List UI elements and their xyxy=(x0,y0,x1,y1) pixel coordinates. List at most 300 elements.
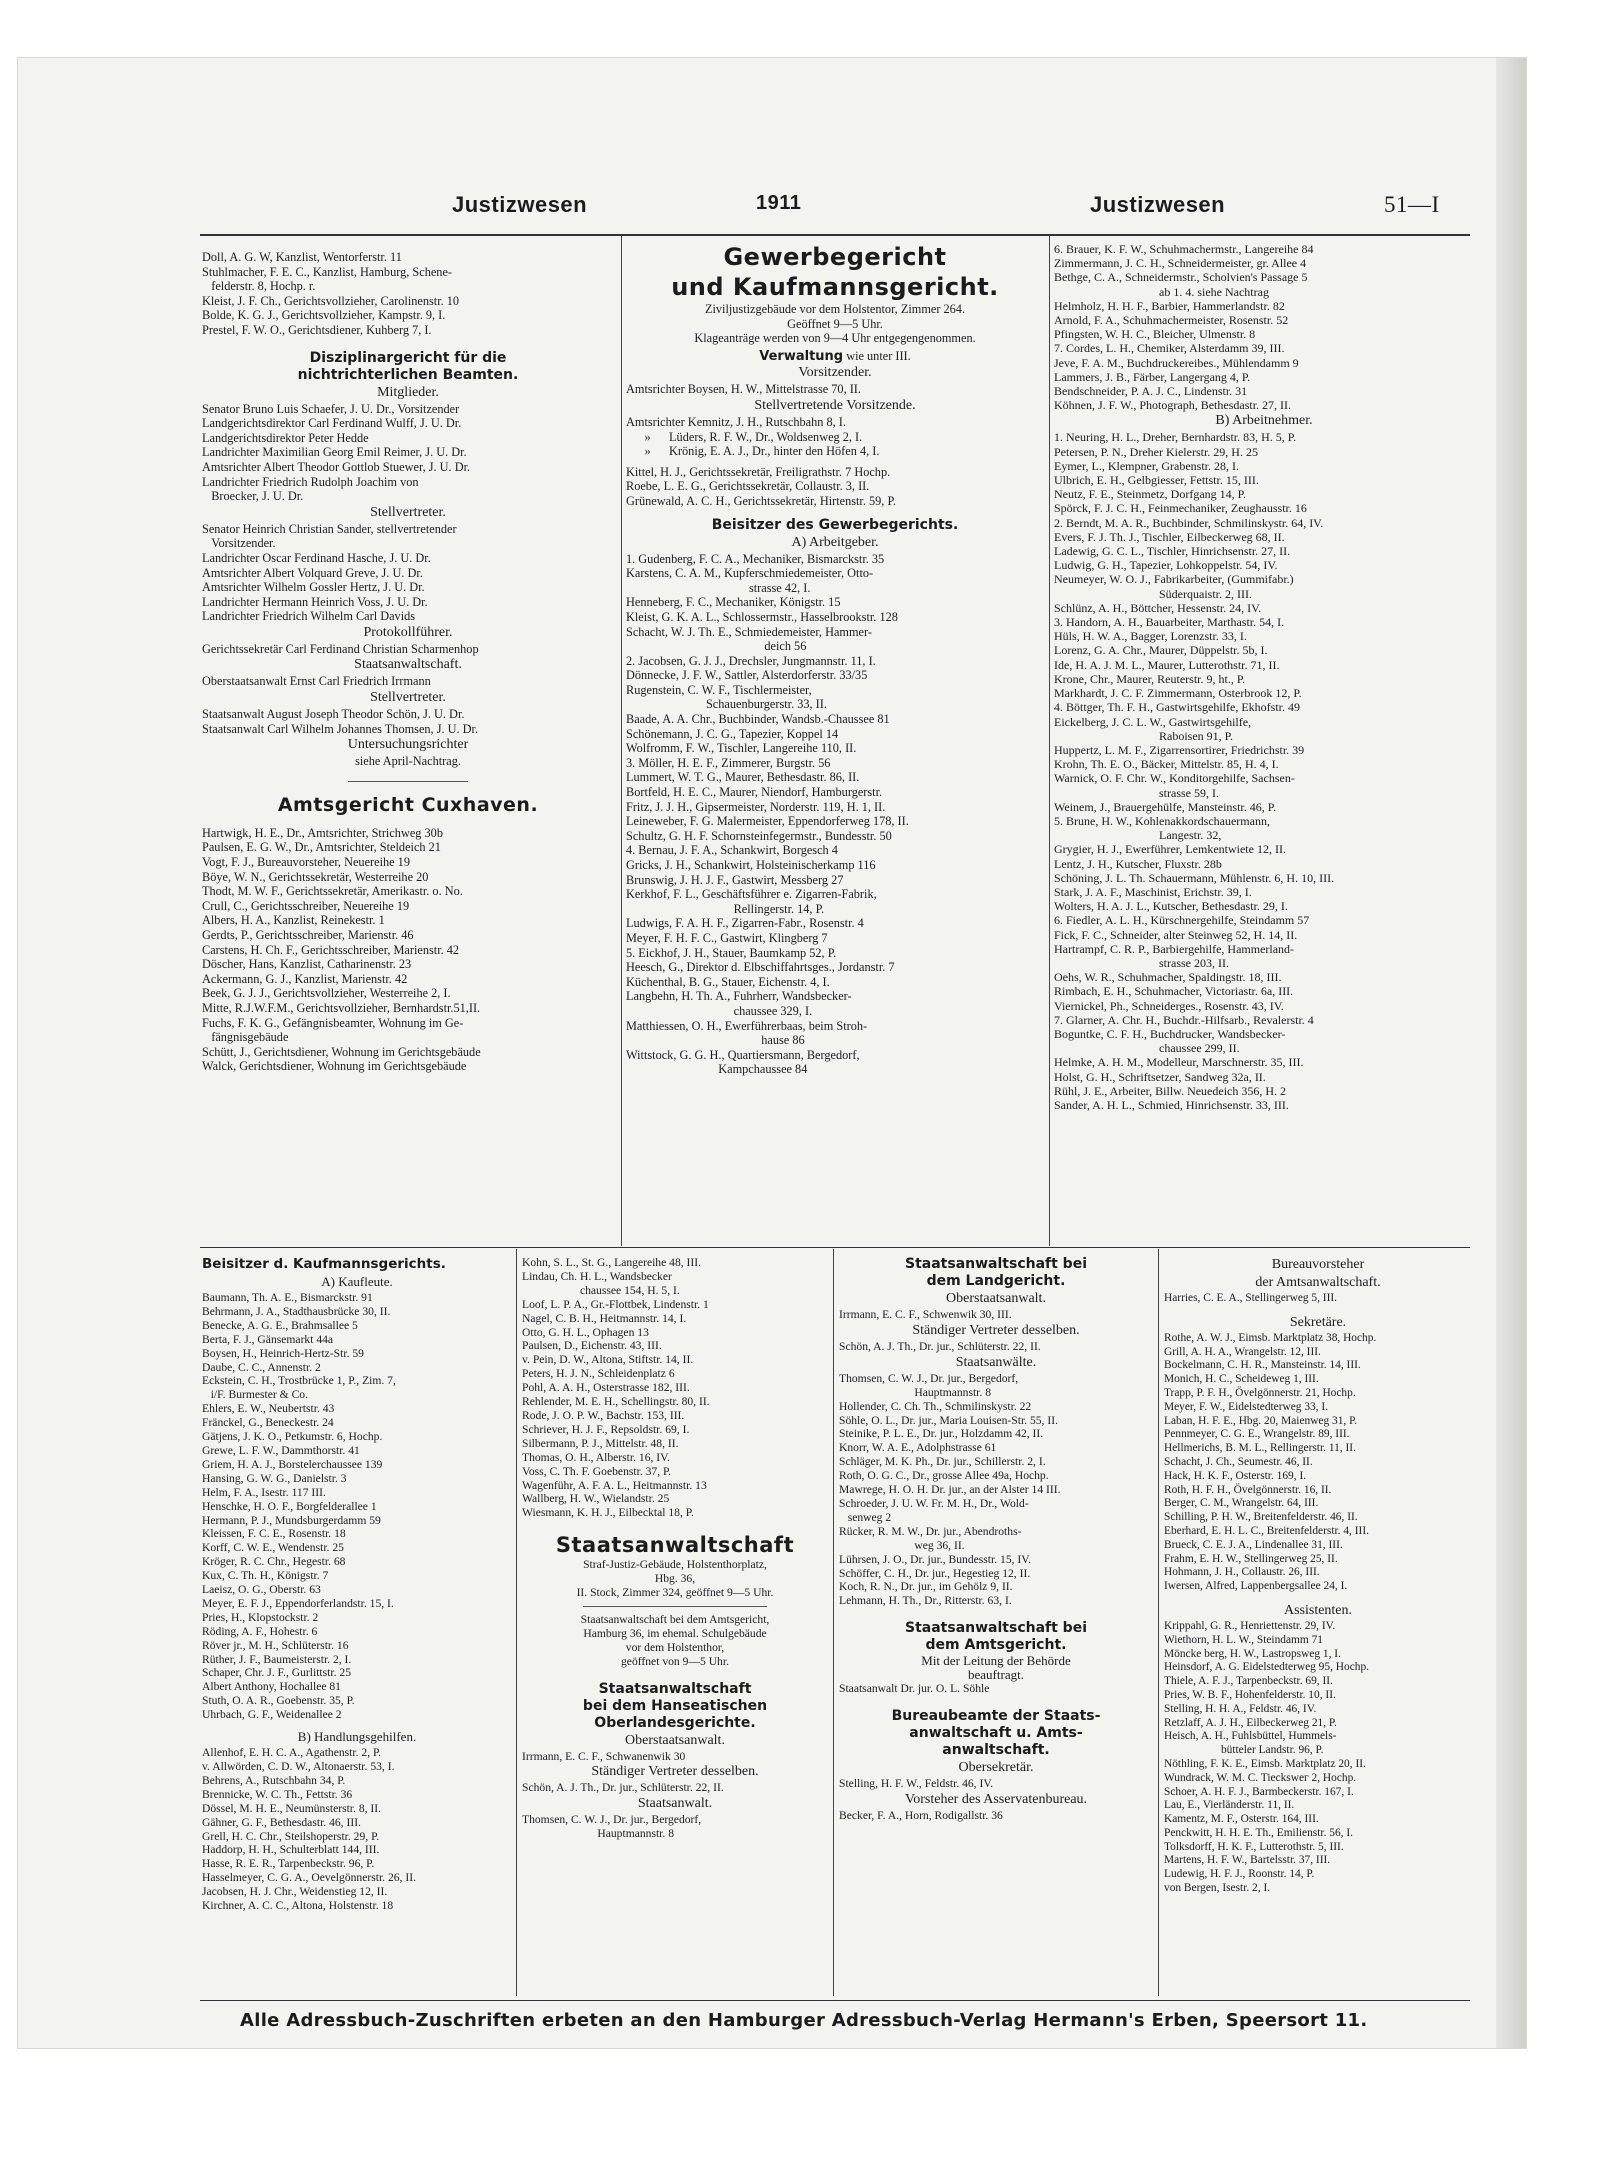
list-item: Peters, H. J. N., Schleidenplatz 6 xyxy=(522,1367,675,1381)
list-item: Boguntke, C. F. H., Buchdrucker, Wandsbecker- xyxy=(1054,1026,1286,1041)
list-item: Lorenz, G. A. Chr., Maurer, Düppelstr. 5b, I. xyxy=(1054,643,1268,658)
note: beauftragt. xyxy=(968,1667,1024,1683)
footer-rule xyxy=(200,2000,1470,2001)
subheading: Staatsanwaltschaft. xyxy=(354,657,462,673)
list-item: Wundrack, W. M. C. Tieckswег 2, Hochp. xyxy=(1164,1771,1357,1784)
list-item: Kux, C. Th. H., Königstr. 7 xyxy=(202,1569,329,1583)
list-item: Eberhard, E. H. L. C., Breitenfelderstr. 4, III. xyxy=(1164,1524,1369,1537)
list-item: v. Pein, D. W., Altona, Stiftstr. 14, II. xyxy=(522,1353,694,1367)
list-item: Thodt, M. W. F., Gerichtssekretär, Amerikastr. o. No. xyxy=(202,884,463,899)
column-divider xyxy=(1049,236,1050,1246)
list-item: bütteler Landstr. 96, P. xyxy=(1164,1744,1324,1757)
hours-line: Geöffnet 9—5 Uhr. xyxy=(787,316,883,331)
list-item: Ladewig, G. C. L., Tischler, Hinrichsenstr. 27, II. xyxy=(1054,544,1291,559)
list-item: Gerdts, P., Gerichtsschreiber, Marienstr. 46 xyxy=(202,928,414,942)
list-item: strasse 42, I. xyxy=(626,580,811,595)
list-item: Pohl, A. A. H., Osterstrasse 182, III. xyxy=(522,1381,690,1395)
list-item: Langestr. 32, xyxy=(1054,828,1222,843)
list-item: Schütt, J., Gerichtsdiener, Wohnung im Gerichtsgebäude xyxy=(202,1044,481,1059)
list-item: Kittel, H. J., Gerichtssekretär, Freiligrathstr. 7 Hochp. xyxy=(626,464,891,479)
list-item: » Krönig, E. A. J., Dr., hinter den Höfen 4, I. xyxy=(626,444,880,459)
list-item: Markhardt, J. C. F. Zimmermann, Osterbrook 12, P. xyxy=(1054,686,1302,701)
list-item: strasse 203, II. xyxy=(1054,955,1229,970)
list-item: Döscher, Hans, Kanzlist, Catharinenstr. 23 xyxy=(202,957,412,972)
list-item: Rothe, A. W. J., Eimsb. Marktplatz 38, Hochp. xyxy=(1164,1331,1377,1344)
list-item: Hellmerichs, B. M. L., Rellingerstr. 11, II. xyxy=(1164,1442,1356,1455)
list-item: Silbermann, P. J., Mittelstr. 48, II. xyxy=(522,1436,679,1450)
list-item: Nagel, C. B. H., Heitmannstr. 14, I. xyxy=(522,1311,687,1325)
list-item: Loof, L. P. A., Gr.-Flottbek, Lindenstr. 1 xyxy=(522,1297,709,1311)
subheading: Oberstaatsanwalt. xyxy=(625,1732,725,1748)
list-item: Rellingerstr. 14, P. xyxy=(626,901,825,916)
list-item: Langbehn, H. Th. A., Fuhrherr, Wandsbecker- xyxy=(626,989,852,1004)
list-item: Rehlender, M. E. H., Schellingstr. 80, II. xyxy=(522,1395,710,1409)
list-item: 5. Eickhof, J. H., Stauer, Baumkamp 52, P. xyxy=(626,945,837,960)
list-item: Eickelberg, J. C. L. W., Gastwirtsgehilfe, xyxy=(1054,714,1252,729)
list-item: Schläger, M. K. Ph., Dr. jur., Schillerstr. 2, I. xyxy=(839,1455,1046,1469)
list-item: Hasse, R. E. R., Tarpenbeckstr. 96, P. xyxy=(202,1857,375,1871)
section-heading: bei dem Hanseatischen xyxy=(582,1697,768,1714)
list-item: Broecker, J. U. Dr. xyxy=(202,489,304,504)
list-item: Leineweber, F. G. Malermeister, Eppendorferweg 178, II. xyxy=(626,814,909,829)
list-item: Köhnen, J. F. W., Photograph, Bethesdastr. 27, II. xyxy=(1054,398,1292,413)
list-item: Ludwig, G. H., Tapezier, Lohkoppelstr. 54, IV. xyxy=(1054,558,1278,573)
list-item: Jacobsen, H. J. Chr., Weidenstieg 12, II. xyxy=(202,1885,388,1899)
list-item: 6. Fiedler, A. L. H., Kürschnergehilfe, Steindamm 57 xyxy=(1054,913,1310,928)
list-item: Dönnecke, J. F. W., Sattler, Alsterdorferstr. 33/35 xyxy=(626,668,868,683)
list-item: Boysen, H., Heinrich-Hertz-Str. 59 xyxy=(202,1346,364,1360)
column-divider xyxy=(833,1249,834,1996)
list-item: Schoer, A. H. F. J., Barmbeckerstr. 167, I. xyxy=(1164,1785,1354,1798)
list-item: Stuhlmacher, F. E. C., Kanzlist, Hamburg, Schene- xyxy=(202,264,452,279)
verwaltung-label: Verwaltung xyxy=(759,348,844,364)
list-item: Ackermann, G. J., Kanzlist, Marienstr. 42 xyxy=(202,971,408,986)
list-item: Hack, H. K. F., Osterstr. 169, I. xyxy=(1164,1469,1307,1482)
list-item: Pennmeyer, C. G. E., Wrangelstr. 89, III. xyxy=(1164,1428,1350,1441)
list-item: Heesch, G., Direktor d. Elbschiffahrtsges., Jordanstr. 7 xyxy=(626,960,895,975)
list-item: Heisch, A. H., Fuhlsbüttel, Hummels- xyxy=(1164,1730,1337,1743)
list-item: Helm, F. A., Isestr. 117 III. xyxy=(202,1485,326,1499)
list-item: Huppertz, L. M. F., Zigarrensortirer, Friedrichstr. 39 xyxy=(1054,742,1305,757)
list-item: Heinsdorf, A. G. Eidelstedterweg 95, Hochp. xyxy=(1164,1661,1369,1674)
list-item: 1. Neuring, H. L., Dreher, Bernhardstr. 83, H. 5, P. xyxy=(1054,430,1297,445)
list-item: Wallberg, H. W., Wielandstr. 25 xyxy=(522,1492,670,1506)
list-item: Landrichter Hermann Heinrich Voss, J. U. Dr. xyxy=(202,594,428,609)
list-item: Landgerichtsdirektor Peter Hedde xyxy=(202,430,369,445)
list-item: » Lüders, R. F. W., Dr., Woldsenweg 2, I. xyxy=(626,429,863,444)
list-item: Roebe, L. E. G., Gerichtssekretär, Collaustr. 3, II. xyxy=(626,479,870,494)
list-item: Vogt, F. J., Bureauvorsteher, Neuereihe 19 xyxy=(202,855,410,870)
list-item: Behrmann, J. A., Stadthausbrücke 30, II. xyxy=(202,1304,391,1318)
list-item: Grünewald, A. C. H., Gerichtssekretär, Hirtenstr. 59, P. xyxy=(626,493,896,508)
list-item: Landrichter Friedrich Wilhelm Carl Davids xyxy=(202,609,416,624)
list-item: 5. Brune, H. W., Kohlenakkordschauermann, xyxy=(1054,813,1270,828)
list-item: Meyer, F. W., Eidelstedterweg 33, I. xyxy=(1164,1400,1329,1413)
list-item: Sander, A. H. L., Schmied, Hinrichsenstr. 33, III. xyxy=(1054,1097,1289,1112)
list-item: Daube, C. C., Annenstr. 2 xyxy=(202,1360,321,1374)
list-item: Rode, J. O. P. W., Bachstr. 153, III. xyxy=(522,1408,685,1422)
list-item: Schönemann, J. C. G., Tapezier, Koppel 14 xyxy=(626,726,839,741)
verwaltung-text: wie unter III. xyxy=(843,348,911,363)
list-item: Landrichter Friedrich Rudolph Joachim von xyxy=(202,474,419,489)
subheading: Bureauvorsteher xyxy=(1271,1257,1365,1272)
list-item: Roth, O. G. C., Dr., grosse Allee 49a, Hochp. xyxy=(839,1469,1049,1483)
entry-list xyxy=(202,402,614,504)
address-line: Straf-Justiz-Gebäude, Holstenthorplatz, xyxy=(583,1558,767,1572)
list-item: Paulsen, D., Eichenstr. 43, III. xyxy=(522,1339,662,1353)
footer-notice: Alle Adressbuch-Zuschriften erbeten an den Hamburger Adressbuch-Verlag Hermann's Erben, Speersort 11. xyxy=(240,2010,1368,2031)
address-line: Staatsanwaltschaft bei dem Amtsgericht, xyxy=(580,1612,770,1626)
list-item: senweg 2 xyxy=(839,1510,892,1524)
address-line: Hbg. 36, xyxy=(654,1572,696,1586)
list-item: Röver jr., M. H., Schlüterstr. 16 xyxy=(202,1638,349,1652)
entry-list xyxy=(626,552,1044,1077)
list-item: Hohmann, J. H., Collaustr. 26, III. xyxy=(1164,1566,1320,1579)
scan-edge xyxy=(1496,58,1526,2048)
list-item: Pries, H., Klopstockstr. 2 xyxy=(202,1610,319,1624)
list-item: Knorr, W. A. E., Adolphstrasse 61 xyxy=(839,1441,997,1455)
subheading: Protokollführer. xyxy=(363,624,453,640)
list-item: Doll, A. G. W, Kanzlist, Wentorferstr. 11 xyxy=(202,250,402,264)
list-item: Landrichter Maximilian Georg Emil Reimer, J. U. Dr. xyxy=(202,445,467,460)
list-item: Penckwitt, H. H. E. Th., Emilienstr. 56, I. xyxy=(1164,1826,1353,1839)
section-heading: anwaltschaft. xyxy=(942,1741,1050,1758)
entry-list xyxy=(202,250,614,338)
section-title: Staatsanwaltschaft xyxy=(555,1533,795,1558)
list-item: Böye, W. N., Gerichtssekretär, Westerreihe 20 xyxy=(202,869,429,884)
list-item: Uhrbach, G. F., Weidenallee 2 xyxy=(202,1708,342,1722)
list-item: Allenhof, E. H. C. A., Agathenstr. 2, P. xyxy=(202,1746,382,1760)
list-item: Mawrege, H. O. H. Dr. jur., an der Alster 14 III. xyxy=(839,1483,1061,1497)
list-item: Bortfeld, H. E. C., Maurer, Niendorf, Hamburgerstr. xyxy=(626,785,883,800)
entry-list xyxy=(202,1291,512,1722)
list-item: Griem, H. A. J., Borstelerchaussee 139 xyxy=(202,1457,383,1471)
list-item: Lentz, J. H., Kutscher, Fluxstr. 28b xyxy=(1054,856,1222,871)
entry-list xyxy=(202,826,614,1074)
list-item: Baade, A. A. Chr., Buchbinder, Wandsb.-Chaussee 81 xyxy=(626,712,890,727)
list-item: Kohn, S. L., St. G., Langereihe 48, III. xyxy=(522,1256,702,1269)
list-item: Grewe, L. F. W., Dammthorstr. 41 xyxy=(202,1443,360,1457)
list-item: Schöning, J. L. Th. Schauermann, Mühlenstr. 6, H. 10, III. xyxy=(1054,870,1335,885)
list-item: Krone, Chr., Maurer, Reuterstr. 9, ht., P. xyxy=(1054,671,1246,686)
note: Mit der Leitung der Behörde xyxy=(921,1653,1071,1669)
list-item: Ludewig, H. F. J., Roonstr. 14, P. xyxy=(1164,1868,1315,1881)
list-item: Hauptmannstr. 8 xyxy=(839,1385,991,1399)
list-item: Amtsrichter Albert Theodor Gottlob Stuewer, J. U. Dr. xyxy=(202,459,471,474)
section-heading: dem Landgericht. xyxy=(926,1273,1066,1289)
entry-list xyxy=(202,1746,512,1913)
entry-list xyxy=(1164,1332,1472,1594)
list-item: Helmke, A. H. M., Modelleur, Marschnerstr. 35, III. xyxy=(1054,1055,1304,1070)
section-title: Amtsgericht Cuxhaven. xyxy=(277,793,539,816)
list-item: Schacht, W. J. Th. E., Schmiedemeister, Hammer- xyxy=(626,624,872,639)
info-line: Klageanträge werden von 9—4 Uhr entgegengenommen. xyxy=(694,331,976,346)
list-item: Tolksdorff, H. K. F., Lutterothstr. 5, III. xyxy=(1164,1840,1344,1853)
subheading: Untersuchungsrichter xyxy=(347,737,469,753)
list-item: Lummert, W. T. G., Maurer, Bethesdastr. 86, II. xyxy=(626,770,860,785)
section-title: Gewerbegericht xyxy=(723,243,947,271)
list-item: Crull, C., Gerichtsschreiber, Neuereihe 19 xyxy=(202,898,410,913)
list-item: Küchenthal, B. G., Stauer, Eichenstr. 4, I. xyxy=(626,974,830,989)
list-item: Wiesmann, K. H. J., Eilbecktal 18, P. xyxy=(522,1506,694,1520)
list-item: Grygier, H. J., Ewerführer, Lemkentwiete 12, II. xyxy=(1054,842,1286,857)
column-divider xyxy=(516,1249,517,1996)
list-item: Rugenstein, C. W. F., Tischlermeister, xyxy=(626,682,812,697)
list-item: Röding, A. F., Hohestr. 6 xyxy=(202,1624,318,1638)
subheading: Mitglieder. xyxy=(377,384,439,400)
section-heading: Staatsanwaltschaft xyxy=(598,1680,752,1697)
list-item: Schön, A. J. Th., Dr. jur., Schlüterstr. 22, II. xyxy=(839,1339,1041,1353)
section-heading: Bureaubeamte der Staats- xyxy=(891,1707,1101,1724)
list-item: Carstens, H. Ch. F., Gerichtsschreiber, Marienstr. 42 xyxy=(202,942,460,957)
list-item: Kampchaussee 84 xyxy=(626,1062,808,1077)
list-item: Henschke, H. O. F., Borgfelderallee 1 xyxy=(202,1499,377,1513)
list-item: Berta, F. J., Gänsemarkt 44a xyxy=(202,1332,334,1346)
list-item: Bockelmann, C. H. R., Mansteinstr. 14, III. xyxy=(1164,1359,1361,1372)
list-item: v. Allwörden, C. D. W., Altonaerstr. 53, I. xyxy=(202,1760,395,1773)
list-item: Thomsen, C. W. J., Dr. jur., Bergedorf, xyxy=(839,1371,1019,1385)
subheading: Stellvertretende Vorsitzende. xyxy=(754,397,916,413)
list-item: Behrens, A., Rutschbahn 34, P. xyxy=(202,1773,346,1787)
list-item: Wittstock, G. G. H., Quartiersmann, Bergedorf, xyxy=(626,1047,860,1062)
list-item: Ehlers, E. W., Neubertstr. 43 xyxy=(202,1402,335,1416)
list-item: von Bergen, Isestr. 2, I. xyxy=(1164,1882,1271,1895)
entry-list xyxy=(1054,430,1474,1112)
list-item: 2. Berndt, M. A. R., Buchbinder, Schmilinskystr. 64, IV. xyxy=(1054,515,1324,530)
list-item: Kamentz, M. F., Osterstr. 164, III. xyxy=(1164,1813,1319,1826)
list-item: Lührsen, J. O., Dr. jur., Bundesstr. 15, IV. xyxy=(839,1552,1032,1566)
list-item: Söhle, O. L., Dr. jur., Maria Louisen-Str. 55, II. xyxy=(839,1413,1058,1427)
subheading: B) Arbeitnehmer. xyxy=(1215,413,1313,429)
list-item: Brennicke, W. C. Th., Fettstr. 36 xyxy=(202,1787,353,1801)
list-item: Trapp, P. F. H., Övelgönnerstr. 21, Hochp. xyxy=(1164,1386,1356,1399)
list-item: Kerkhof, F. L., Geschäftsführer e. Zigarren-Fabrik, xyxy=(626,887,877,902)
list-item: Lindau, Ch. H. L., Wandsbecker xyxy=(522,1269,672,1283)
list-item: Haddorp, H. H., Schulterblatt 144, III. xyxy=(202,1843,380,1857)
subheading: Staatsanwälte. xyxy=(955,1354,1037,1370)
list-item: Süderquaistr. 2, III. xyxy=(1054,586,1252,601)
list-item: Albert Anthony, Hochallee 81 xyxy=(202,1680,341,1694)
list-item: Grell, H. C. Chr., Steilshoperstr. 29, P. xyxy=(202,1829,380,1843)
list-item: Krippahl, G. R., Henriettenstr. 29, IV. xyxy=(1164,1619,1336,1632)
list-item: Prestel, F. W. O., Gerichtsdiener, Kuhberg 7, I. xyxy=(202,322,432,337)
list-item: Thomas, O. H., Alberstr. 16, IV. xyxy=(522,1450,670,1464)
list-item: Bolde, K. G. J., Gerichtsvollzieher, Kampstr. 9, I. xyxy=(202,308,446,323)
list-item: Baumann, Th. A. E., Bismarckstr. 91 xyxy=(202,1291,373,1304)
note: siehe April-Nachtrag. xyxy=(355,754,461,769)
column-disziplinargericht xyxy=(202,250,614,1074)
list-item: Zimmermann, J. C. H., Schneidermeister, gr. Allee 4 xyxy=(1054,256,1307,271)
subheading: B) Handlungsgehilfen. xyxy=(297,1729,417,1745)
section-heading: anwaltschaft u. Amts- xyxy=(909,1724,1083,1741)
subheading: Assistenten. xyxy=(1283,1602,1353,1618)
list-item: 2. Jacobsen, G. J. J., Drechsler, Jungmannstr. 11, I. xyxy=(626,653,876,668)
list-item: Holst, G. H., Schriftsetzer, Sandweg 32a, II. xyxy=(1054,1069,1266,1084)
address-line: Ziviljustizgebäude vor dem Holstentor, Zimmer 264. xyxy=(704,302,966,316)
list-item: Kleissen, F. C. E., Rosenstr. 18 xyxy=(202,1527,346,1541)
list-item: Laeisz, O. G., Oberstr. 63 xyxy=(202,1583,321,1597)
list-item: Otto, G. H. L., Ophagen 13 xyxy=(522,1325,649,1339)
address-line: geöffnet von 9—5 Uhr. xyxy=(621,1654,729,1668)
list-item: hause 86 xyxy=(626,1033,805,1048)
column-divider xyxy=(621,236,622,1246)
entry-list xyxy=(202,522,614,624)
list-item: Amtsrichter Kemnitz, J. H., Rutschbahn 8, I. xyxy=(626,414,846,429)
list-item: chaussee 299, II. xyxy=(1054,1041,1240,1056)
list-item: Helmholz, H. H. F., Barbier, Hammerlandstr. 82 xyxy=(1054,298,1285,313)
list-item: Senator Heinrich Christian Sander, stellvertretender xyxy=(202,521,457,536)
list-item: 4. Bernau, J. F. A., Schankwirt, Borgesch 4 xyxy=(626,843,838,858)
list-item: Stelling, H. F. W., Feldstr. 46, IV. xyxy=(839,1776,994,1790)
section-heading: Staatsanwaltschaft bei xyxy=(905,1620,1087,1637)
list-item: Mitte, R.J.W.F.M., Gerichtsvollzieher, Bernhardstr.51,II. xyxy=(202,1000,481,1015)
list-item: Ide, H. A. J. M. L., Maurer, Lutterothstr. 71, II. xyxy=(1054,657,1280,672)
list-item: Frahm, E. H. W., Stellingerweg 25, II. xyxy=(1164,1552,1338,1565)
list-item: deich 56 xyxy=(626,639,807,654)
list-item: Schauenburgerstr. 33, II. xyxy=(626,697,827,712)
subheading: Vorsteher des Asservatenbureau. xyxy=(904,1791,1088,1807)
list-item: Staatsanwalt August Joseph Theodor Schön, J. U. Dr. xyxy=(202,707,465,722)
list-item: Warnick, O. F. Chr. W., Konditorgehilfe, Sachsen- xyxy=(1054,771,1295,786)
list-item: Amtsrichter Wilhelm Gossler Hertz, J. U. Dr. xyxy=(202,580,425,595)
list-item: chaussee 329, I. xyxy=(626,1003,813,1018)
list-item: Schlünz, A. H., Böttcher, Hessenstr. 24, IV. xyxy=(1054,600,1262,615)
list-item: Koch, R. N., Dr. jur., im Gehölz 9, II. xyxy=(839,1580,1013,1594)
list-item: Viernickel, Ph., Schneiderges., Rosenstr. 43, IV. xyxy=(1054,998,1284,1013)
list-item: Voss, C. Th. F. Goebenstr. 37, P. xyxy=(522,1464,672,1478)
column-divider xyxy=(1158,1249,1159,1996)
list-item: Schriever, H. J. F., Repsoldstr. 69, I. xyxy=(522,1422,690,1436)
column-landgericht xyxy=(839,1256,1153,1823)
list-item: 7. Cordes, L. H., Chemiker, Alsterdamm 39, III. xyxy=(1054,341,1285,356)
subheading: der Amtsanwaltschaft. xyxy=(1255,1275,1381,1290)
list-item: Fuchs, F. K. G., Gefängnisbeamter, Wohnung im Ge- xyxy=(202,1015,464,1030)
list-item: Kleist, J. F. Ch., Gerichtsvollzieher, Carolinenstr. 10 xyxy=(202,293,460,308)
address-line: II. Stock, Zimmer 324, geöffnet 9—5 Uhr. xyxy=(576,1586,774,1600)
list-item: Matthiessen, O. H., Ewerführerbaas, beim Stroh- xyxy=(626,1018,868,1033)
list-item: Rimbach, E. H., Schuhmacher, Victoriastr. 6a, III. xyxy=(1054,984,1294,999)
section-heading: nichtrichterlichen Beamten. xyxy=(297,366,519,383)
section-heading: Staatsanwaltschaft bei xyxy=(905,1256,1087,1272)
column-gewerbegericht-cont xyxy=(1054,242,1474,1112)
list-item: Amtsrichter Boysen, H. W., Mittelstrasse 70, II. xyxy=(626,382,861,397)
list-item: Schöffer, C. H., Dr. jur., Hegestieg 12, II. xyxy=(839,1566,1031,1580)
list-item: Benecke, A. G. E., Brahmsallee 5 xyxy=(202,1318,358,1332)
list-item: weg 36, II. xyxy=(839,1538,965,1552)
list-item: Bethge, C. A., Schneidermstr., Scholvien's Passage 5 xyxy=(1054,270,1308,285)
list-item: Gähner, G. F., Bethesdastr. 46, III. xyxy=(202,1815,361,1829)
list-item: Beek, G. J. J., Gerichtsvollzieher, Westerreihe 2, I. xyxy=(202,986,451,1001)
subheading: Stellvertreter. xyxy=(370,504,446,520)
list-item: Schön, A. J. Th., Dr. jur., Schlüterstr. 22, II. xyxy=(522,1781,724,1795)
list-item: Monich, H. C., Scheideweg 1, III. xyxy=(1164,1373,1319,1386)
list-item: Hollender, C. Ch. Th., Schmilinskystr. 22 xyxy=(839,1399,1032,1413)
column-kaufmannsgericht xyxy=(202,1256,512,1913)
list-item: Gerichtssekretär Carl Ferdinand Christian Scharmenhop xyxy=(202,641,479,656)
subheading: A) Arbeitgeber. xyxy=(791,534,879,550)
list-item: 3. Möller, H. E. F., Zimmerer, Burgstr. 56 xyxy=(626,755,831,770)
list-item: Brueck, C. E. J. A., Lindenallee 31, III. xyxy=(1164,1538,1343,1551)
section-rule xyxy=(200,1247,1470,1248)
list-item: Irrmann, E. C. F., Schwenwik 30, III. xyxy=(839,1308,1012,1321)
subheading: A) Kaufleute. xyxy=(321,1274,393,1289)
list-item: 7. Glarner, A. Chr. H., Buchdr.-Hilfsarb., Revalerstr. 4 xyxy=(1054,1012,1314,1027)
list-item: 1. Gudenberg, F. C. A., Mechaniker, Bismarckstr. 35 xyxy=(626,551,885,566)
running-header-year: 1911 xyxy=(756,192,802,214)
list-item: Berger, C. M., Wrangelstr. 64, III. xyxy=(1164,1497,1319,1510)
list-item: Nöthling, F. K. E., Eimsb. Marktplatz 20, II. xyxy=(1164,1757,1366,1770)
list-item: Eymer, L., Klempner, Grabenstr. 28, I. xyxy=(1054,458,1239,473)
list-item: Landgerichtsdirektor Carl Ferdinand Wulff, J. U. Dr. xyxy=(202,416,462,431)
list-item: Brunswig, J. H. J. F., Gastwirt, Messberg 27 xyxy=(626,872,844,887)
list-item: Paulsen, E. G. W., Dr., Amtsrichter, Steldeich 21 xyxy=(202,840,441,855)
list-item: Grill, A. H. A., Wrangelstr. 12, III. xyxy=(1164,1345,1321,1358)
list-item: Vorsitzender. xyxy=(202,536,276,551)
subheading: Oberstaatsanwalt. xyxy=(946,1291,1046,1306)
column-gewerbegericht xyxy=(626,242,1044,1077)
list-item: Gricks, J. H., Schankwirt, Holsteinischerkamp 116 xyxy=(626,858,876,872)
section-heading: Beisitzer d. Kaufmannsgerichts. xyxy=(202,1256,446,1272)
subheading: Vorsitzender. xyxy=(798,365,872,381)
list-item: Gätjens, J. K. O., Petkumstr. 6, Hochp. xyxy=(202,1430,383,1444)
list-item: Kleist, G. K. A. L., Schlossermstr., Hasselbrookstr. 128 xyxy=(626,609,898,624)
list-item: Roth, H. F. H., Övelgönnerstr. 16, II. xyxy=(1164,1483,1332,1496)
address-line: vor dem Holstenthor, xyxy=(625,1640,725,1654)
list-item: Pfingsten, W. H. C., Bleicher, Ulmenstr. 8 xyxy=(1054,327,1256,342)
list-item: Weinem, J., Brauergehülfe, Mansteinstr. 46, P. xyxy=(1054,799,1277,814)
list-item: Wolters, H. A. J. L., Kutscher, Bethesdastr. 29, I. xyxy=(1054,899,1288,914)
list-item: 3. Handorn, A. H., Bauarbeiter, Marthastr. 54, I. xyxy=(1054,615,1285,630)
list-item: Petersen, P. N., Dreher Kielerstr. 29, H. 25 xyxy=(1054,444,1258,459)
page-number: 51—I xyxy=(1384,192,1440,217)
list-item: fängnisgebäude xyxy=(202,1030,289,1045)
list-item: 4. Böttger, Th. F. H., Gastwirtsgehilfe, Ekhofstr. 49 xyxy=(1054,700,1300,715)
list-item: felderstr. 8, Hochp. r. xyxy=(202,279,316,294)
list-item: chaussee 154, H. 5, I. xyxy=(522,1283,680,1297)
list-item: i/F. Burmester & Co. xyxy=(202,1388,308,1402)
list-item: Thiele, A. F. J., Tarpenbeckstr. 69, II. xyxy=(1164,1675,1333,1688)
list-item: Irrmann, E. C. F., Schwanenwik 30 xyxy=(522,1749,686,1763)
list-item: Hansing, G. W. G., Danielstr. 3 xyxy=(202,1471,347,1485)
list-item: Lammers, J. B., Färber, Langergang 4, P. xyxy=(1054,369,1251,384)
list-item: Oberstaatsanwalt Ernst Carl Friedrich Irrmann xyxy=(202,674,431,689)
list-item: Evers, F. J. Th. J., Tischler, Eilbeckerweg 68, II. xyxy=(1054,529,1285,544)
list-item: Stark, J. A. F., Maschinist, Erichstr. 39, I. xyxy=(1054,884,1252,899)
list-item: Laban, H. F. E., Hbg. 20, Maienweg 31, P. xyxy=(1164,1414,1358,1427)
list-item: Meyer, E. F. J., Eppendorferlandstr. 15, I. xyxy=(202,1596,394,1610)
list-item: Wagenführ, A. F. A. L., Heitmannstr. 13 xyxy=(522,1478,707,1492)
list-item: Pries, W. B. F., Hohenfelderstr. 10, II. xyxy=(1164,1688,1336,1701)
divider xyxy=(583,1606,767,1607)
subheading: Ständiger Vertreter desselben. xyxy=(912,1322,1080,1338)
list-item: Amtsrichter Albert Volquard Greve, J. U. Dr. xyxy=(202,565,423,580)
list-item: Spörck, F. J. C. H., Feinmechaniker, Zeughausstr. 16 xyxy=(1054,501,1307,516)
list-item: Albers, H. A., Kanzlist, Reinekestr. 1 xyxy=(202,913,385,928)
list-item: ab 1. 4. siehe Nachtrag xyxy=(1054,284,1269,299)
list-item: Hüls, H. W. A., Bagger, Lorenzstr. 33, I. xyxy=(1054,629,1247,644)
column-staatsanwaltschaft xyxy=(522,1256,828,1841)
list-item: Fritz, J. J. H., Gipsermeister, Norderstr. 119, H. 1, II. xyxy=(626,799,886,814)
list-item: Rücker, R. M. W., Dr. jur., Abendroths- xyxy=(839,1524,1022,1538)
list-item: Landrichter Oscar Ferdinand Hasche, J. U. Dr. xyxy=(202,550,431,565)
section-heading: Oberlandesgerichte. xyxy=(594,1714,756,1731)
list-item: Oehs, W. R., Schuhmacher, Spaldingstr. 18, III. xyxy=(1054,970,1282,985)
list-item: Hasselmeyer, C. G. A., Oevelgönnerstr. 26, II. xyxy=(202,1871,416,1885)
section-heading: dem Amtsgericht. xyxy=(925,1637,1067,1654)
subheading: Stellvertreter. xyxy=(370,690,446,706)
list-item: Martens, H. F. W., Bartelsstr. 37, III. xyxy=(1164,1854,1331,1867)
list-item: Stuth, O. A. R., Goebenstr. 35, P. xyxy=(202,1694,355,1708)
